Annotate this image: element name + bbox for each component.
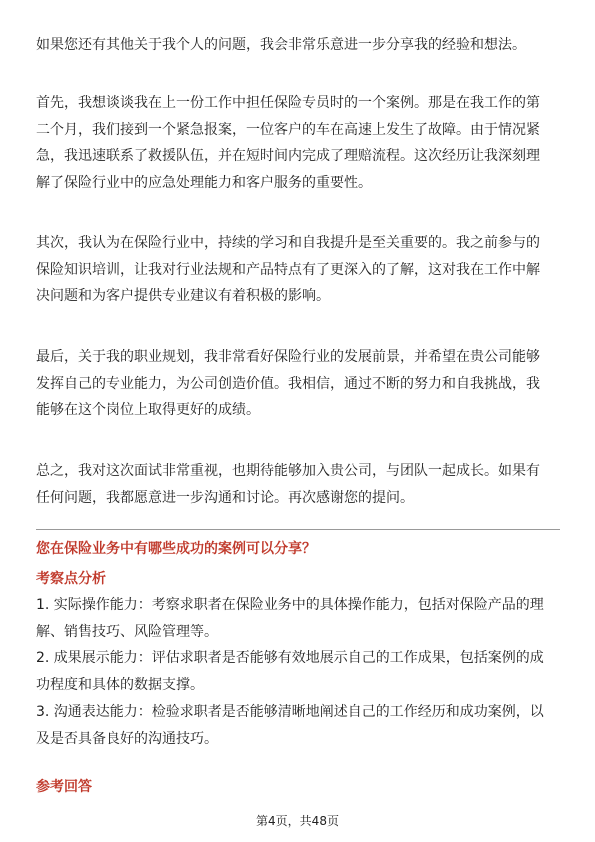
text-line: 能够在这个岗位上取得更好的成绩。 [36,402,260,419]
analysis-title: 考察点分析 [36,571,106,587]
paragraph-closing-offer [36,32,560,59]
question-heading: 您在保险业务中有哪些成功的案例可以分享？ [36,541,316,557]
analysis-line: 3. 沟通表达能力：检验求职者是否能够清晰地阐述自己的工作经历和成功案例，以 [36,703,544,720]
text-line: 其次，我认为在保险行业中，持续的学习和自我提升是至关重要的。我之前参与的 [36,235,540,251]
analysis-line: 2. 成果展示能力：评估求职者是否能够有效地展示自己的工作成果，包括案例的成 [36,650,544,667]
text-line: 急，我迅速联系了救援队伍，并在短时间内完成了理赔流程。这次经历让我深刻理 [36,148,540,165]
text-line: 如果您还有其他关于我个人的问题，我会非常乐意进一步分享我的经验和想法。 [36,37,526,53]
analysis-line: 功程度和具体的数据支撑。 [36,677,204,694]
text-line: 首先，我想谈谈我在上一份工作中担任保险专员时的一个案例。那是在我工作的第 [36,95,540,111]
text-line: 保险知识培训，让我对行业法规和产品特点有了更深入的了解，这对我在工作中解 [36,261,540,278]
text-line: 二个月，我们接到一个紧急报案，一位客户的车在高速上发生了故障。由于情况紧 [36,121,540,138]
analysis-list [36,592,560,752]
reference-answer-title: 参考回答 [36,779,92,795]
text-line: 发挥自己的专业能力，为公司创造价值。我相信，通过不断的努力和自我挑战，我 [36,375,540,392]
analysis-line: 解、销售技巧、风险管理等。 [36,623,218,640]
text-line: 任何问题，我都愿意进一步沟通和讨论。再次感谢您的提问。 [36,489,414,506]
text-line: 总之，我对这次面试非常重视，也期待能够加入贵公司，与团队一起成长。如果有 [36,463,540,479]
paragraph-first-case [36,90,560,197]
paragraph-summary [36,458,560,511]
page-number: 第4页，共48页 [256,814,339,828]
paragraph-career-plan [36,344,560,424]
text-line: 最后，关于我的职业规划，我非常看好保险行业的发展前景，并希望在贵公司能够 [36,349,540,365]
analysis-line: 及是否具备良好的沟通技巧。 [36,730,218,747]
text-line: 解了保险行业中的应急处理能力和客户服务的重要性。 [36,175,372,192]
section-divider [36,529,560,530]
text-line: 决问题和为客户提供专业建议有着积极的影响。 [36,288,330,305]
paragraph-learning [36,230,560,310]
analysis-line: 1. 实际操作能力：考察求职者在保险业务中的具体操作能力，包括对保险产品的理 [36,597,544,613]
